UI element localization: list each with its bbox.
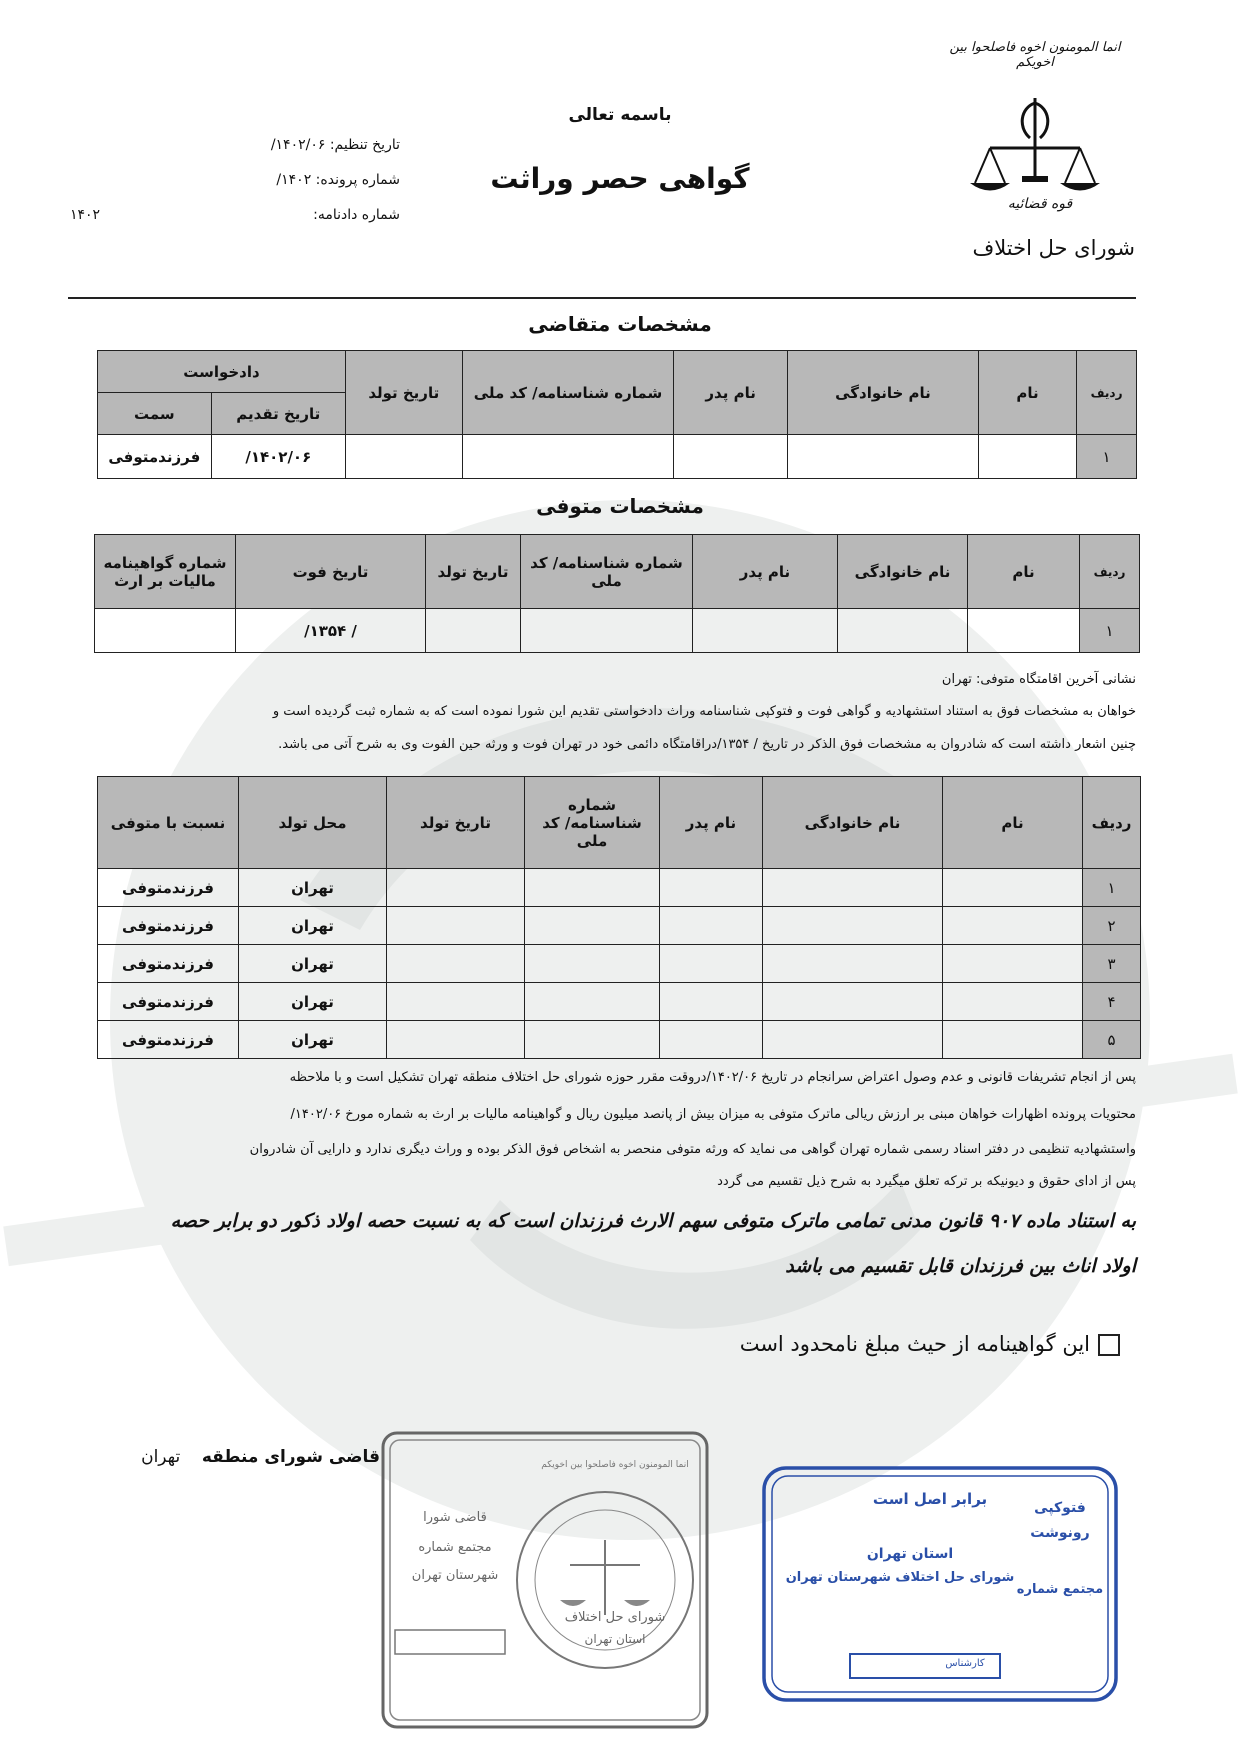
th-father: نام پدر (660, 777, 763, 869)
cell-birth (387, 983, 525, 1021)
unlimited-amount-check (700, 1332, 1120, 1356)
cell-relation: فرزندمتوفی (98, 907, 239, 945)
th-father: نام پدر (693, 535, 838, 609)
th-family: نام خانوادگی (838, 535, 968, 609)
seal-city: شهرستان تهران (411, 1568, 499, 1583)
cell-id (525, 869, 660, 907)
seal-ring-text: انما المومنون اخوه فاصلحوا بین اخویکم (541, 1460, 689, 1470)
cell-father (693, 609, 838, 653)
th-id: شماره شناسنامه/ کد ملی (462, 351, 674, 435)
th-family: نام خانوادگی (763, 777, 943, 869)
cell-name (943, 869, 1083, 907)
th-family: نام خانوادگی (787, 351, 978, 435)
cell-row: ۱ (1080, 609, 1140, 653)
cell-relation: فرزندمتوفی (98, 983, 239, 1021)
cell-family (763, 869, 943, 907)
cell-relation: فرزندمتوفی (98, 869, 239, 907)
deceased-heading: مشخصات متوفی (536, 494, 704, 518)
deceased-address: نشانی آخرین اقامتگاه متوفی: تهران (941, 672, 1136, 687)
cell-name (943, 945, 1083, 983)
cell-birthplace: تهران (239, 983, 387, 1021)
cell-row: ۳ (1083, 945, 1141, 983)
cell-family (838, 609, 968, 653)
th-id: شماره شناسنامه/ کد ملی (521, 535, 693, 609)
deceased-table (94, 534, 1140, 653)
cell-birth (387, 907, 525, 945)
cell-id (525, 945, 660, 983)
cell-id (525, 1021, 660, 1059)
th-birth: تاریخ تولد (345, 351, 462, 435)
cell-id (525, 907, 660, 945)
page-title: گواهی حصر وراثت (490, 162, 750, 195)
stamp-clerk: کارشناس (945, 1658, 985, 1669)
stamp-council: شورای حل اختلاف شهرستان تهران (785, 1570, 1015, 1585)
cell-father (674, 435, 788, 479)
cell-submit-date: ۱۴۰۲/۰۶/ (211, 435, 345, 479)
cell-death-date: / ۱۳۵۴/ (236, 609, 426, 653)
cell-father (660, 907, 763, 945)
case-number: شماره پرونده: ۱۴۰۲/ (276, 172, 400, 188)
table-row (98, 907, 1141, 945)
stamp-copy: فتوکپی (1034, 1500, 1086, 1516)
cell-name (943, 983, 1083, 1021)
cell-father (660, 1021, 763, 1059)
cell-birth (426, 609, 521, 653)
seal-complex: مجتمع شماره (418, 1540, 492, 1555)
cell-father (660, 869, 763, 907)
seal-council: شورای حل اختلاف (564, 1610, 666, 1625)
cell-birthplace: تهران (239, 945, 387, 983)
cell-row: ۲ (1083, 907, 1141, 945)
cell-row: ۵ (1083, 1021, 1141, 1059)
checkbox-label: این گواهینامه از حیث مبلغ نامحدود است (739, 1332, 1090, 1356)
emblem-signature: قوه قضائیه (1007, 196, 1073, 212)
applicant-table (97, 350, 1137, 479)
cell-birthplace: تهران (239, 1021, 387, 1059)
stamp-same-as-original: برابر اصل است (872, 1490, 988, 1508)
cell-father (660, 945, 763, 983)
th-submit-date: تاریخ تقدیم (211, 393, 345, 435)
cell-id (521, 609, 693, 653)
judge-signature (100, 1447, 380, 1467)
seal-province: استان تهران (584, 1632, 646, 1646)
verdict-line-4: پس از ادای حقوق و دیونیکه بر ترکه تعلق میگیرد به شرح ذیل تقسیم می گردد (717, 1174, 1136, 1189)
th-name: نام (968, 535, 1080, 609)
table-row (98, 869, 1141, 907)
cell-id (462, 435, 674, 479)
cell-family (763, 1021, 943, 1059)
cell-name (943, 1021, 1083, 1059)
council-name: شورای حل اختلاف (972, 236, 1135, 260)
cell-birth (387, 1021, 525, 1059)
cell-relation: فرزندمتوفی (98, 945, 239, 983)
th-father: نام پدر (674, 351, 788, 435)
issue-date: تاریخ تنظیم: ۱۴۰۲/۰۶/ (270, 137, 400, 153)
th-birthplace: محل تولد (239, 777, 387, 869)
cell-birthplace: تهران (239, 869, 387, 907)
cell-birthplace: تهران (239, 907, 387, 945)
stamp-complex: مجتمع شماره (1016, 1582, 1104, 1597)
cell-name (943, 907, 1083, 945)
judge-title: قاضی شورای منطقه (201, 1447, 380, 1467)
th-role: سمت (98, 393, 212, 435)
th-row: ردیف (1077, 351, 1137, 435)
th-petition: دادخواست (98, 351, 346, 393)
emblem-motto: انما المومنون اخوه فاصلحوا بین اخویکم (949, 40, 1121, 70)
th-name: نام (943, 777, 1083, 869)
th-relation: نسبت با متوفی (98, 777, 239, 869)
judge-city: تهران (141, 1447, 181, 1467)
th-death: تاریخ فوت (236, 535, 426, 609)
table-row (98, 983, 1141, 1021)
cell-family (763, 945, 943, 983)
checkbox-icon (1098, 1334, 1120, 1356)
cell-row: ۴ (1083, 983, 1141, 1021)
body-line-2: چنین اشعار داشته است که شادروان به مشخصات فوق الذکر در تاریخ / ۱۳۵۴/دراقامتگاه دائمی خود در تهران فوت و ورثه حین الفوت وی به شرح آتی می باشد. (278, 737, 1136, 752)
cell-family (787, 435, 978, 479)
cell-id (525, 983, 660, 1021)
basmala: باسمه تعالی (568, 105, 672, 125)
inheritance-ruling-2: اولاد اناث بین فرزندان قابل تقسیم می باشد (785, 1255, 1136, 1277)
table-row (98, 945, 1141, 983)
th-id: شماره شناسنامه/ کد ملی (525, 777, 660, 869)
th-row: ردیف (1083, 777, 1141, 869)
stamp-duplicate: رونوشت (1030, 1525, 1090, 1541)
th-birth: تاریخ تولد (387, 777, 525, 869)
cell-birth (387, 869, 525, 907)
th-row: ردیف (1080, 535, 1140, 609)
stamp-province: استان تهران (866, 1546, 954, 1562)
heirs-table (97, 776, 1141, 1059)
cell-family (763, 907, 943, 945)
seal-judge: قاضی شورا (423, 1510, 487, 1525)
th-tax-cert: شماره گواهینامه مالیات بر ارث (95, 535, 236, 609)
cell-tax-cert (95, 609, 236, 653)
verdict-line-3: واستشهادیه تنظیمی در دفتر اسناد رسمی شماره تهران گواهی می نماید که ورثه متوفی منحصر به اشخاص فوق الذکر بوده و وراث دیگری ندارد و دارایی آن شادروان (249, 1142, 1136, 1157)
verdict-line-2: محتویات پرونده اظهارات خواهان مبنی بر ارزش ریالی ماترک متوفی به میزان بیش از پانصد میلیون ریال و گواهینامه مالیات بر ارث به شماره مورخ ۱۴۰۲/۰۶/ (290, 1107, 1136, 1122)
cell-father (660, 983, 763, 1021)
verdict-line-1: پس از انجام تشریفات قانونی و عدم وصول اعتراض سرانجام در تاریخ ۱۴۰۲/۰۶/دروقت مقرر حوزه شورای حل اختلاف منطقه تهران تشکیل است و با ملاحظه (289, 1070, 1136, 1085)
docket-number-value: ۱۴۰۲ (70, 207, 101, 223)
body-line-1: خواهان به مشخصات فوق به استناد استشهادیه و گواهی فوت و فتوکپی شناسنامه وراث دادخواستی تقدیم این شورا نموده است که به شماره ثبت گردیده است و (272, 704, 1136, 719)
applicant-heading: مشخصات متقاضی (528, 312, 712, 336)
cell-row: ۱ (1083, 869, 1141, 907)
docket-number-label: شماره دادنامه: (313, 207, 400, 223)
cell-name (979, 435, 1077, 479)
th-name: نام (979, 351, 1077, 435)
header-divider (68, 297, 1136, 299)
cell-birth (345, 435, 462, 479)
table-row (98, 1021, 1141, 1059)
cell-family (763, 983, 943, 1021)
cell-birth (387, 945, 525, 983)
cell-role: فرزندمتوفی (98, 435, 212, 479)
th-birth: تاریخ تولد (426, 535, 521, 609)
cell-relation: فرزندمتوفی (98, 1021, 239, 1059)
inheritance-ruling-1: به استناد ماده ۹۰۷ قانون مدنی تمامی ماترک متوفی سهم الارث فرزندان است که به نسبت حصه اولاد ذکور دو برابر حصه (170, 1210, 1136, 1232)
cell-row: ۱ (1077, 435, 1137, 479)
cell-name (968, 609, 1080, 653)
